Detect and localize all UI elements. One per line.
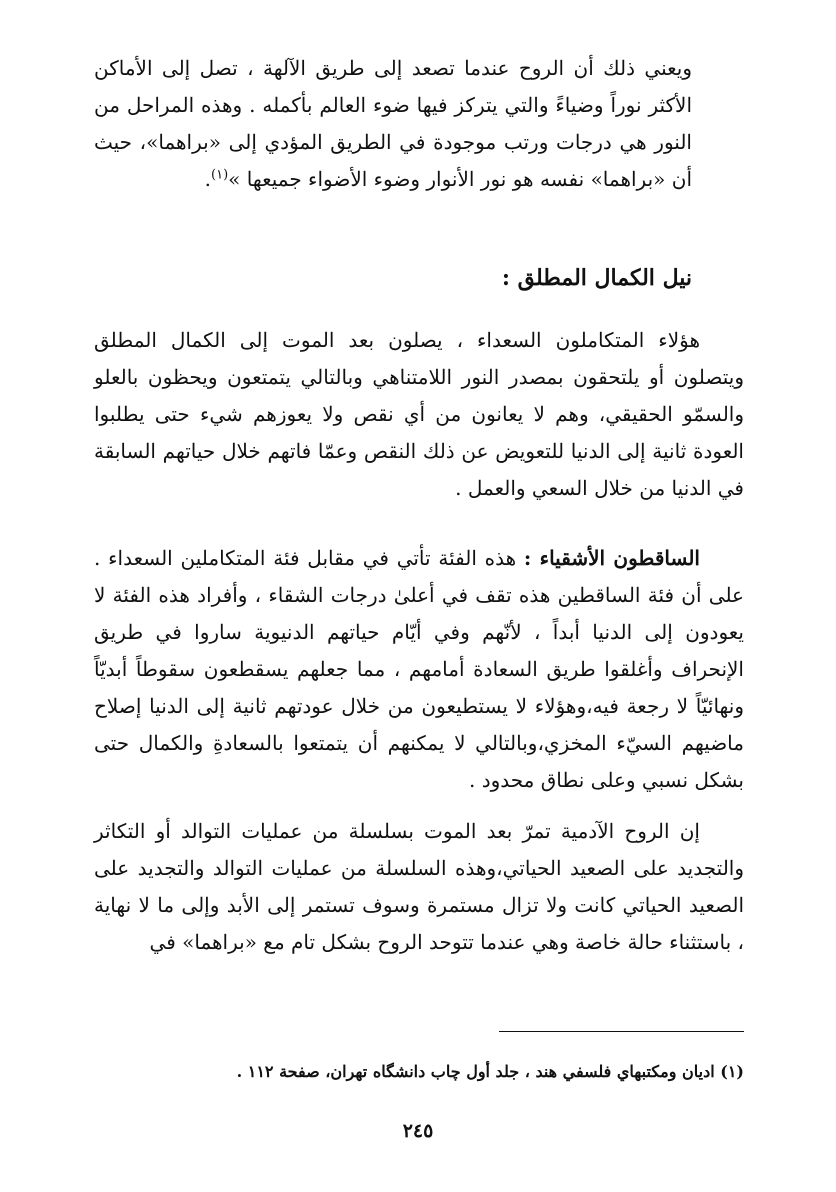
quote-text: ويعني ذلك أن الروح عندما تصعد إلى طريق الآلهة ، تصل إلى الأماكن الأكثر نوراً وضياءً والتي يتركز فيها ضوء العالم بأكمله . وهذه المراحل من النور هي درجات ورتب موجودة في الطريق المؤدي إلى «براهما»، حيث أن «براهما» نفسه هو نور الأنوار وضوء الأضواء جميعها » — [94, 56, 692, 191]
paragraph-body: هذه الفئة تأتي في مقابل فئة المتكاملين السعداء . على أن فئة الساقطين هذه تقف في أعلىٰ درجات الشقاء ، وأفراد هذه الفئة لا يعودون إلى الدنيا أبداً ، لأنّهم وفي أيّام حياتهم الدنيوية ساروا في طريق الإنحراف وأغلقوا طريق السعادة أمامهم ، مما جعلهم يسقطعون سقوطاً أبديّاً ونهائيّاً لا رجعة فيه،وهؤلاء لا يستطيعون من خلال عودتهم ثانية إلى الدنيا إصلاح ماضيهم السيّء المخزي،وبالتالي لا يمكنهم أن يتمتعوا بالسعادةِ والكمال حتى بشكل نسبي وعلى نطاق محدود . — [94, 546, 744, 792]
footnote-divider — [499, 1031, 744, 1032]
paragraph-perfect-happy: هؤلاء المتكاملون السعداء ، يصلون بعد الموت إلى الكمال المطلق ويتصلون أو يلتحقون بمصدر النور اللامتناهي وبالتالي يتمتعون ويحظون بالعلو والسمّو الحقيقي، وهم لا يعانون من أي نقص ولا يعوزهم شيء حتى يطلبوا العودة ثانية إلى الدنيا للتعويض عن ذلك النقص وعمّا فاتهم خلال حياتهم السابقة في الدنيا من خلال السعي والعمل . — [94, 328, 744, 500]
paragraph-fallen-wretched — [94, 540, 744, 799]
quote-end: . — [204, 167, 212, 191]
paragraph-lead-term: الساقطون الأشقياء : — [523, 546, 700, 570]
page-number: ٢٤٥ — [402, 1120, 434, 1142]
footnote: (١) اديان ومكتبهاي فلسفي هند ، جلد أول چاب دانشگاه تهران، صفحة ١١٢ . — [236, 1062, 744, 1081]
paragraph-human-soul: إن الروح الآدمية تمرّ بعد الموت بسلسلة من عمليات التوالد أو التكاثر والتجديد على الصعيد الحياتي،وهذه السلسلة من عمليات التوالد والتجديد على الصعيد الحياتي كانت ولا تزال مستمرة وسوف تستمر إلى الأبد وإلى ما لا نهاية ، باستثناء حالة خاصة وهي عندما تتوحد الروح بشكل تام مع «براهما» في — [94, 819, 744, 954]
footnote-reference: (١) — [211, 167, 229, 183]
section-heading: نيل الكمال المطلق : — [501, 265, 692, 291]
quote-paragraph — [94, 50, 692, 198]
